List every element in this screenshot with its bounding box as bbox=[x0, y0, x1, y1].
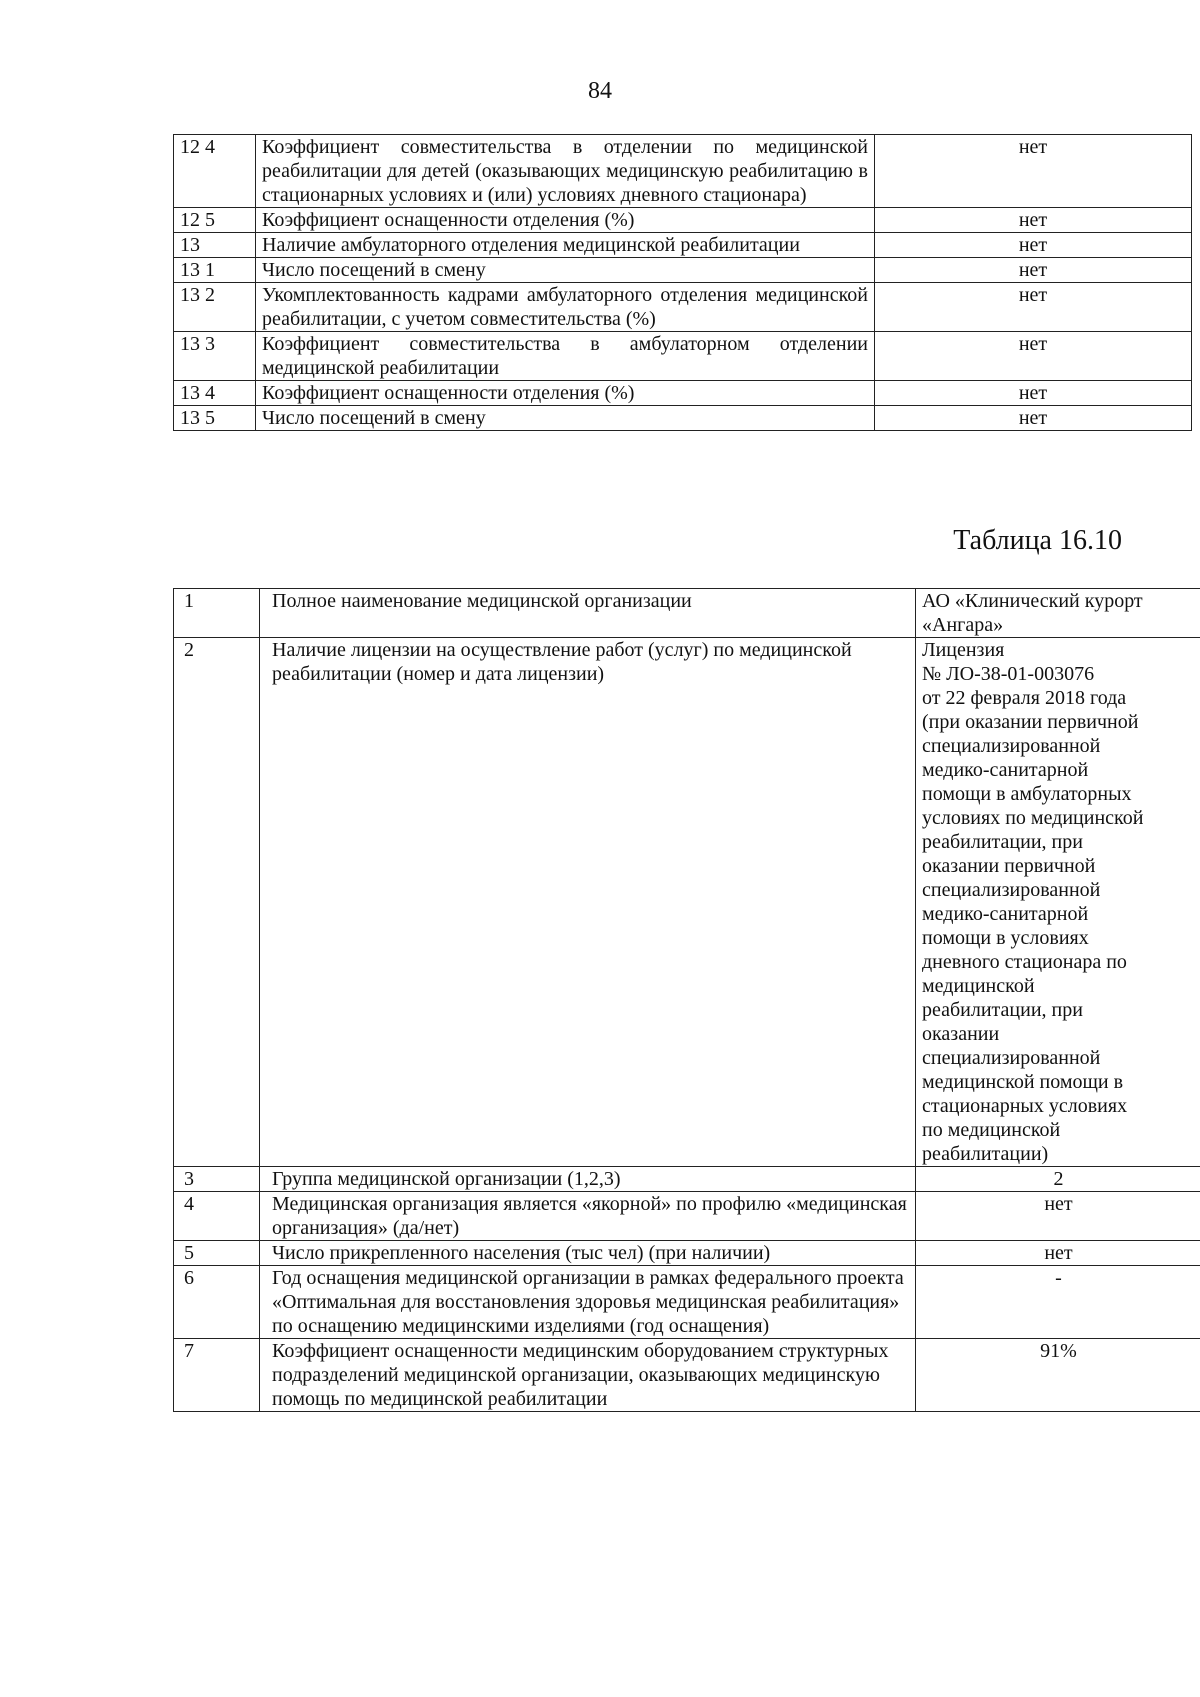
indicator-value: 91% bbox=[916, 1339, 1200, 1412]
row-number: 13 5 bbox=[174, 406, 256, 431]
row-number: 3 bbox=[174, 1167, 260, 1192]
row-number: 7 bbox=[174, 1339, 260, 1412]
indicator-name: Коэффициент совместительства в амбулаторном отделении медицинской реабилитации bbox=[256, 332, 875, 381]
indicator-name: Полное наименование медицинской организации bbox=[260, 589, 916, 638]
row-number: 13 2 bbox=[174, 283, 256, 332]
row-number: 13 1 bbox=[174, 258, 256, 283]
indicator-name: Укомплектованность кадрами амбулаторного отделения медицинской реабилитации, с учетом совместительства (%) bbox=[256, 283, 875, 332]
indicator-name: Число посещений в смену bbox=[256, 258, 875, 283]
indicator-name: Наличие амбулаторного отделения медицинской реабилитации bbox=[256, 233, 875, 258]
indicator-name: Медицинская организация является «якорной» по профилю «медицинская организация» (да/нет) bbox=[260, 1192, 916, 1241]
indicator-value: нет bbox=[875, 233, 1192, 258]
indicator-value: нет bbox=[875, 381, 1192, 406]
indicator-name: Коэффициент оснащенности медицинским оборудованием структурных подразделений медицинской организации, оказывающих медицинскую помощь по медицинской реабилитации bbox=[260, 1339, 916, 1412]
row-number: 13 4 bbox=[174, 381, 256, 406]
license-details: Лицензия № ЛО-38-01-003076 от 22 февраля 2018 года (при оказании первичной специализированной медико-санитарной помощи в амбулаторных условиях по медицинской реабилитации, при оказании первичной специализированной медико-санитарной помощи в условиях дневного стационара по медицинской реабилитации, при оказании специализированной медицинской помощи в стационарных условиях по медицинской реабилитации) bbox=[916, 638, 1200, 1167]
row-number: 6 bbox=[174, 1266, 260, 1339]
table-row bbox=[174, 258, 1192, 283]
table-row bbox=[174, 1339, 1200, 1412]
indicator-value: нет bbox=[875, 258, 1192, 283]
indicator-value: АО «Клинический курорт «Ангара» bbox=[916, 589, 1200, 638]
table-row bbox=[174, 332, 1192, 381]
table-row bbox=[174, 406, 1192, 431]
row-number: 2 bbox=[174, 638, 260, 1167]
indicators-table-continued bbox=[173, 134, 1192, 431]
table-row bbox=[174, 1266, 1200, 1339]
indicator-value: нет bbox=[875, 135, 1192, 208]
table-row bbox=[174, 1241, 1200, 1266]
indicator-value: нет bbox=[916, 1241, 1200, 1266]
table-caption: Таблица 16.10 bbox=[953, 525, 1122, 556]
table-row bbox=[174, 283, 1192, 332]
organization-table bbox=[173, 588, 1200, 1412]
table-row bbox=[174, 638, 1200, 1167]
indicator-value: нет bbox=[875, 283, 1192, 332]
indicator-name: Наличие лицензии на осуществление работ (услуг) по медицинской реабилитации (номер и дата лицензии) bbox=[260, 638, 916, 1167]
row-number: 12 4 bbox=[174, 135, 256, 208]
table-row bbox=[174, 381, 1192, 406]
row-number: 12 5 bbox=[174, 208, 256, 233]
indicator-value: нет bbox=[916, 1192, 1200, 1241]
row-number: 1 bbox=[174, 589, 260, 638]
indicator-value: нет bbox=[875, 332, 1192, 381]
indicator-value: нет bbox=[875, 406, 1192, 431]
indicator-value: 2 bbox=[916, 1167, 1200, 1192]
row-number: 13 3 bbox=[174, 332, 256, 381]
row-number: 5 bbox=[174, 1241, 260, 1266]
table-row bbox=[174, 135, 1192, 208]
indicator-name: Коэффициент совместительства в отделении по медицинской реабилитации для детей (оказывающих медицинскую реабилитацию в стационарных условиях и (или) условиях дневного стационара) bbox=[256, 135, 875, 208]
row-number: 13 bbox=[174, 233, 256, 258]
indicator-name: Число прикрепленного населения (тыс чел) (при наличии) bbox=[260, 1241, 916, 1266]
indicator-name: Коэффициент оснащенности отделения (%) bbox=[256, 208, 875, 233]
table-row bbox=[174, 589, 1200, 638]
page-number: 84 bbox=[588, 78, 612, 104]
indicator-value: - bbox=[916, 1266, 1200, 1339]
table-row bbox=[174, 1192, 1200, 1241]
table-row bbox=[174, 233, 1192, 258]
indicator-name: Число посещений в смену bbox=[256, 406, 875, 431]
row-number: 4 bbox=[174, 1192, 260, 1241]
table-row bbox=[174, 208, 1192, 233]
indicator-value: нет bbox=[875, 208, 1192, 233]
table-row bbox=[174, 1167, 1200, 1192]
indicator-name: Год оснащения медицинской организации в рамках федерального проекта «Оптимальная для восстановления здоровья медицинская реабилитация» по оснащению медицинскими изделиями (год оснащения) bbox=[260, 1266, 916, 1339]
indicator-name: Коэффициент оснащенности отделения (%) bbox=[256, 381, 875, 406]
indicator-name: Группа медицинской организации (1,2,3) bbox=[260, 1167, 916, 1192]
